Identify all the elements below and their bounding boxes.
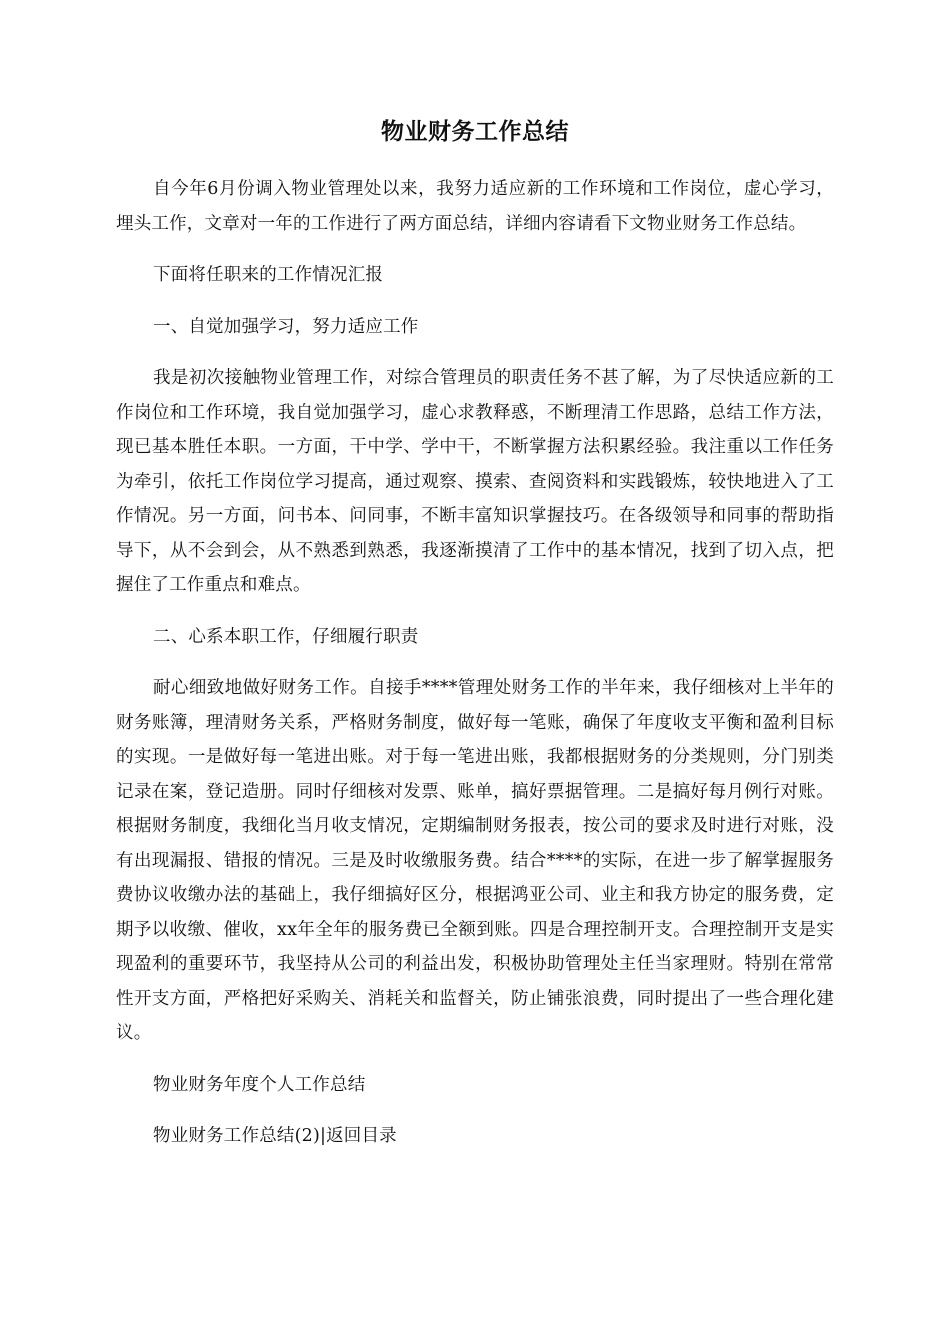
section-1-paragraph: 我是初次接触物业管理工作，对综合管理员的职责任务不甚了解，为了尽快适应新的工作岗位和工作环境，我自觉加强学习，虚心求教释惑，不断理清工作思路，总结工作方法，现已基本胜任本职。一方面，干中学、学中干，不断掌握方法积累经验。我注重以工作任务为牵引，依托工作岗位学习提高，通过观察、摸索、查阅资料和实践锻炼，较快地进入了工作情况。另一方面，问书本、问同事，不断丰富知识掌握技巧。在各级领导和同事的帮助指导下，从不会到会，从不熟悉到熟悉，我逐渐摸清了工作中的基本情况，找到了切入点，把握住了工作重点和难点。 [116,368,834,595]
return-directory-link[interactable]: 物业财务工作总结(2)|返回目录 [153,1126,397,1146]
related-article-link[interactable]: 物业财务年度个人工作总结 [153,1074,366,1095]
document-body [116,172,834,1171]
section-heading-1: 一、自觉加强学习，努力适应工作 [153,316,419,337]
section-2-paragraph: 耐心细致地做好财务工作。自接手****管理处财务工作的半年来，我仔细核对上半年的财务账簿，理清财务关系，严格财务制度，做好每一笔账，确保了年度收支平衡和盈利目标的实现。一是做好每一笔进出账。对于每一笔进出账，我都根据财务的分类规则，分门别类记录在案，登记造册。同时仔细核对发票、账单，搞好票据管理。二是搞好每月例行对账。根据财务制度，我细化当月收支情况，定期编制财务报表，按公司的要求及时进行对账，没有出现漏报、错报的情况。三是及时收缴服务费。结合****的实际，在进一步了解掌握服务费协议收缴办法的基础上，我仔细搞好区分，根据鸿亚公司、业主和我方协定的服务费，定期予以收缴、催收，xx年全年的服务费已全额到账。四是合理控制开支。合理控制开支是实现盈利的重要环节，我坚持从公司的利益出发，积极协助管理处主任当家理财。特别在常常性开支方面，严格把好采购关、消耗关和监督关，防止铺张浪费，同时提出了一些合理化建议。 [116,678,834,1043]
report-lead-paragraph: 下面将任职来的工作情况汇报 [153,265,384,285]
document-title: 物业财务工作总结 [381,118,569,145]
intro-paragraph: 自今年6月份调入物业管理处以来，我努力适应新的工作环境和工作岗位，虚心学习，埋头工作，文章对一年的工作进行了两方面总结，详细内容请看下文物业财务工作总结。 [116,179,834,234]
section-heading-2: 二、心系本职工作，仔细履行职责 [153,626,419,647]
